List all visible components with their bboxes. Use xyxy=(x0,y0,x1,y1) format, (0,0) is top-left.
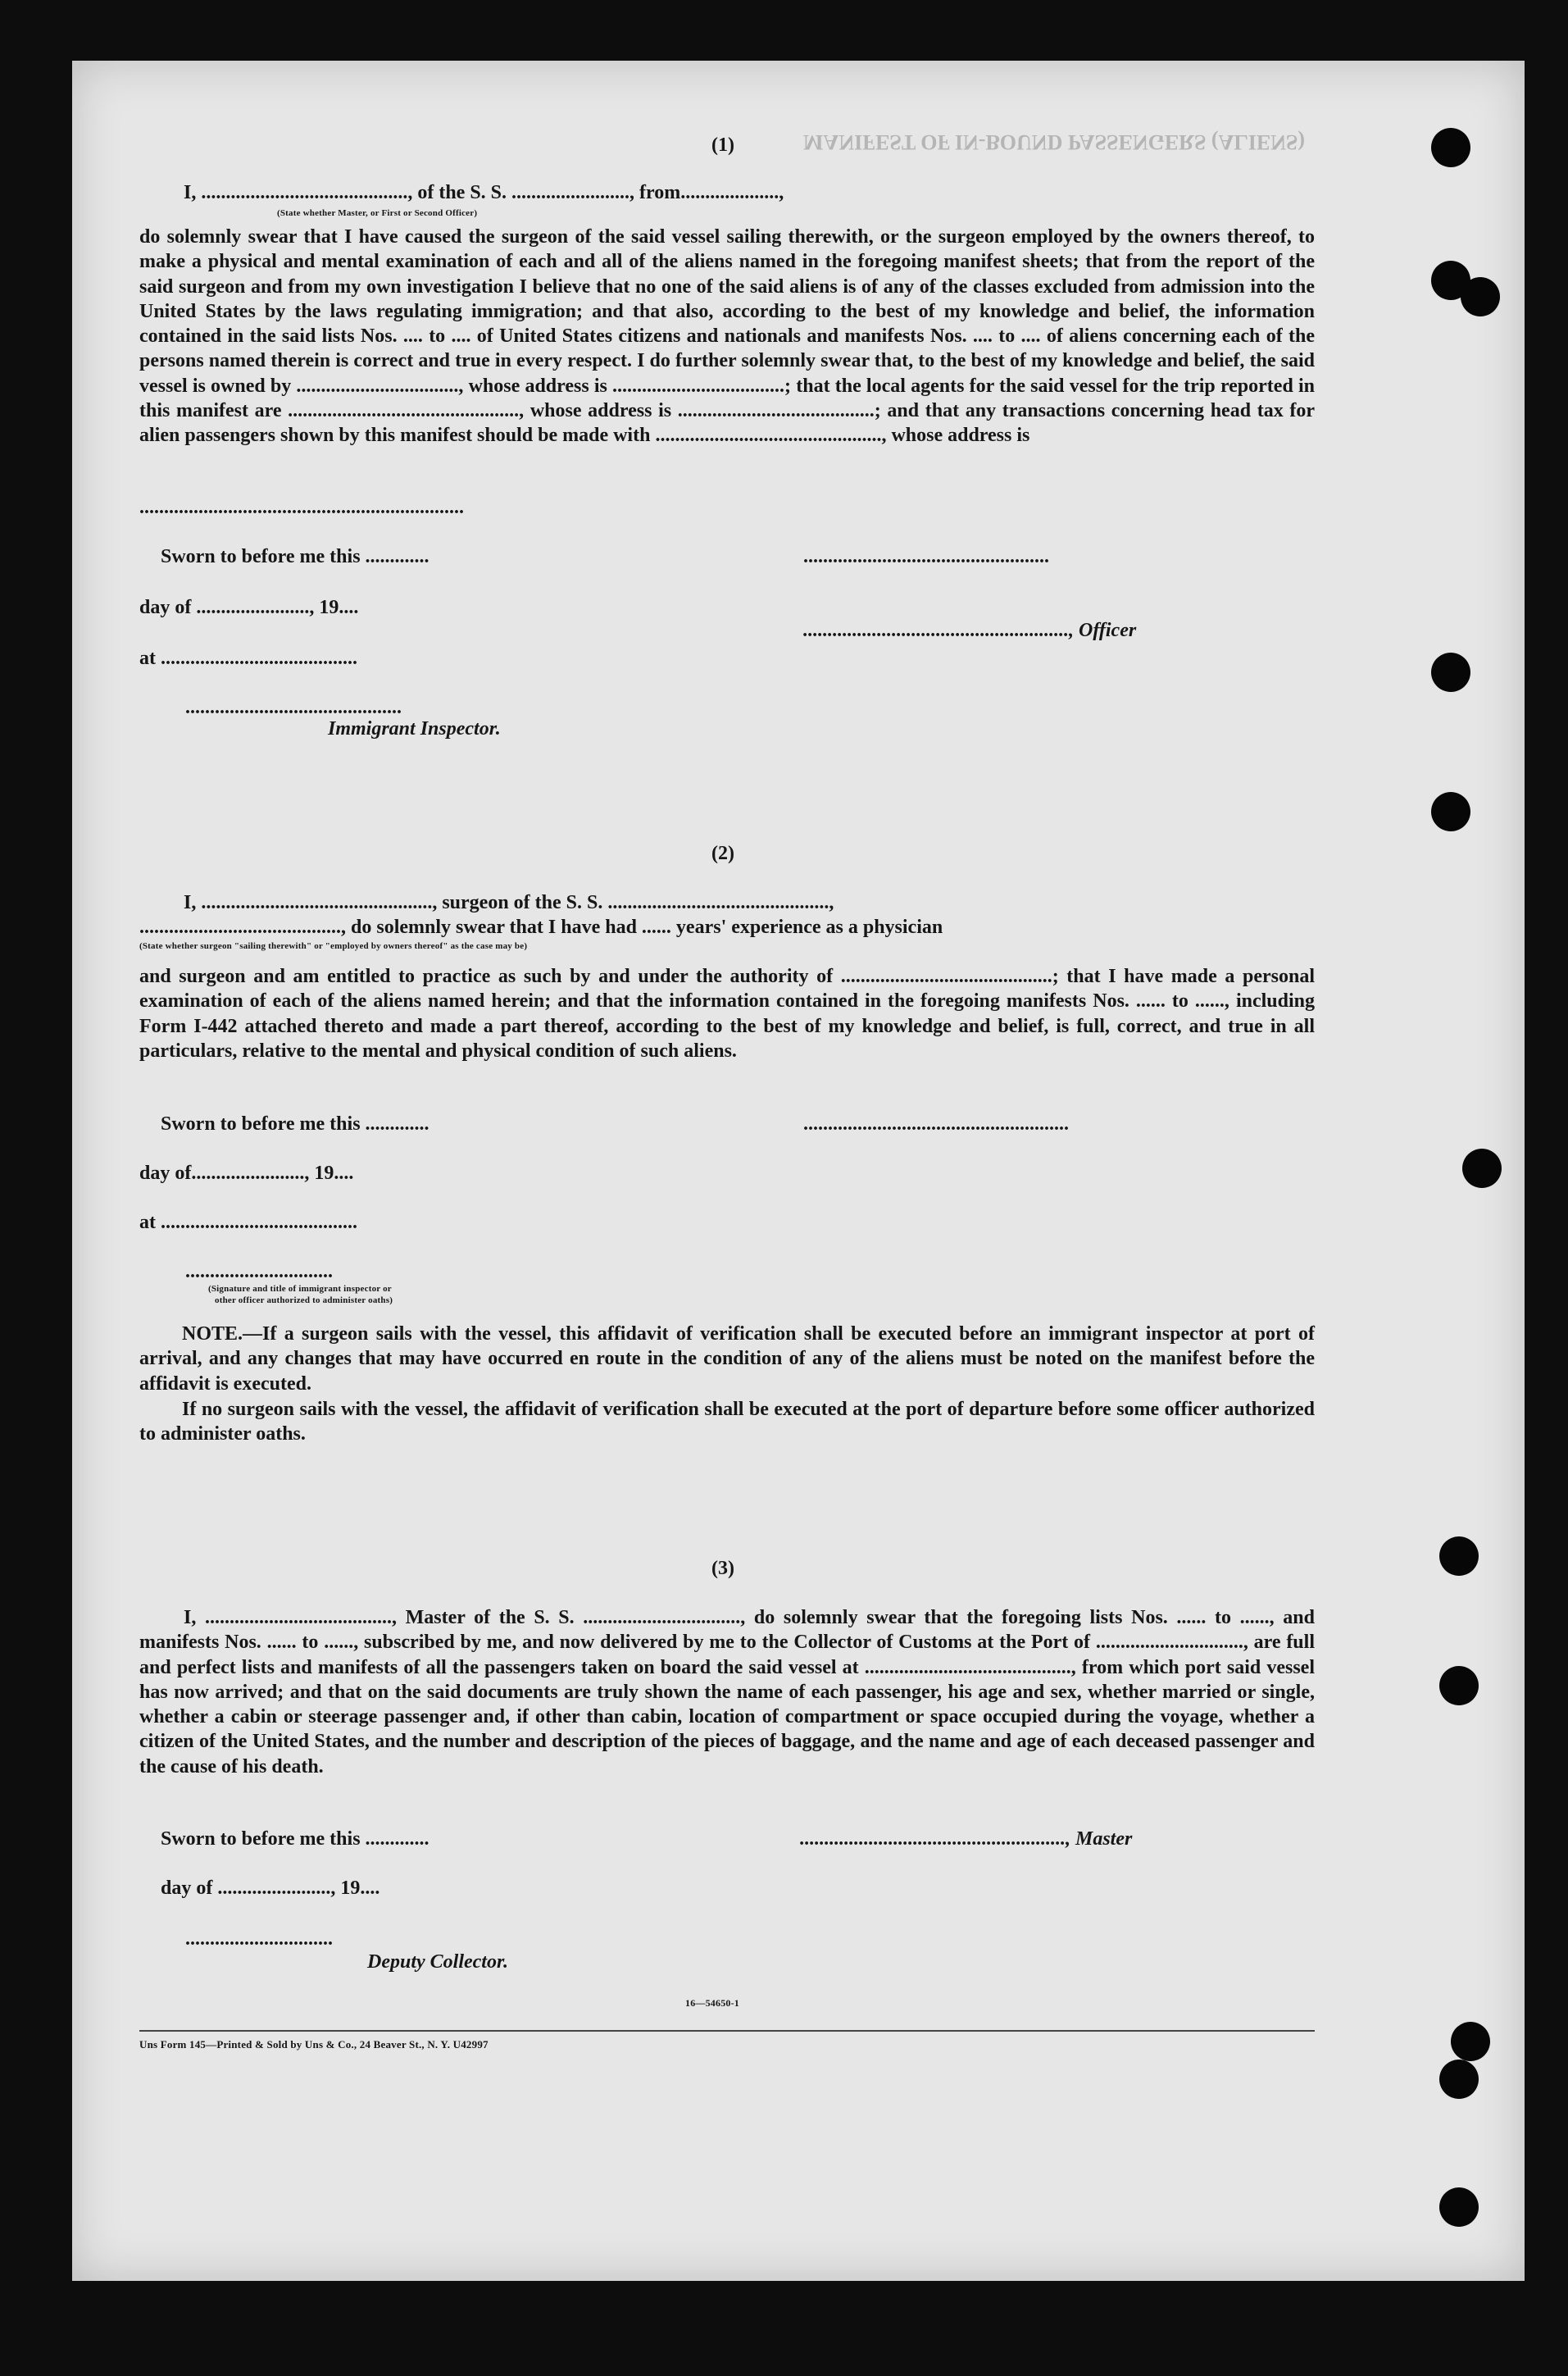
section-1-opening-line: I, .........................................., of the S. S. ........................, from...................., xyxy=(184,182,784,203)
section-1-officer-line: ......................................................, Officer xyxy=(803,620,1137,641)
section-1-signature-dots: ............................................ xyxy=(185,697,402,718)
footer-divider xyxy=(139,2030,1315,2032)
section-2-note: NOTE.—If a surgeon sails with the vessel, this affidavit of verification shall be executed before an immigrant inspector at port of arrival, and any changes that may have occurred en route in the condition of any of the aliens must be noted on the manifest before the affidavit is executed. xyxy=(139,1323,1315,1395)
binder-hole xyxy=(1439,1536,1479,1576)
section-1-sworn: Sworn to before me this ............. xyxy=(161,546,429,567)
binder-hole xyxy=(1451,2022,1490,2061)
section-1-paragraph: do solemnly swear that I have caused the surgeon of the said vessel sailing therewith, or the surgeon employed by the owners thereof, to make a physical and mental examination of each and all of the aliens named in the foregoing manifest sheets; that from the report of the said surgeon and from my own investigation I believe that no one of the said aliens is of any of the classes excluded from admission into the United States by the laws regulating immigration; and that also, according to the best of my knowledge and belief, the information contained in the said lists Nos. .... to .... of United States citizens and nationals and manifests Nos. .... to .... of aliens concerning each of the persons named therein is correct and true in every respect. I do further solemnly swear that, to the best of my knowledge and belief, the said vessel is owned by ................................., whose address is ...................................; that the local agents for the said vessel for the trip reported in this manifest are ..............................................., whose address is ........................................; and that any transactions concerning head tax for alien passengers shown by this manifest should be made with .............................................., whose address is xyxy=(139,226,1315,447)
section-2-at: at ........................................ xyxy=(139,1212,357,1233)
section-2-paragraph: and surgeon and am entitled to practice as such by and under the authority of ...........................................; that I have made a personal examination of each of the aliens named herein; and that the information contained in the foregoing manifests Nos. ...... to ......, including Form I-442 attached thereto and made a part thereof, according to the best of my knowledge and belief, is full, correct, and true in all particulars, relative to the mental and physical condition of such aliens. xyxy=(139,966,1315,1062)
binder-hole xyxy=(1431,792,1470,831)
form-code: 16—54650-1 xyxy=(685,1997,739,2009)
section-1-caption: (State whether Master, or First or Second Officer) xyxy=(277,208,478,218)
section-2-note: If no surgeon sails with the vessel, the affidavit of verification shall be executed at the port of departure before some officer authorized to administer oaths. xyxy=(139,1399,1315,1445)
section-2-second-line: ........................................., do solemnly swear that I have had ...... years' experience as a physician xyxy=(139,917,943,938)
section-2-officer-dots: ...................................................... xyxy=(803,1113,1069,1135)
bleed-through-header: MANIFEST OF IN-BOUND PASSENGERS (ALIENS) xyxy=(803,130,1306,154)
section-1-officer-dots: .................................................. xyxy=(803,546,1049,567)
section-2-opening-line: I, ..............................................., surgeon of the S. S. ............................................., xyxy=(184,892,834,913)
section-1-signature-label: Immigrant Inspector. xyxy=(328,718,501,740)
section-3-signature-dots: .............................. xyxy=(185,1928,333,1950)
binder-hole xyxy=(1462,1149,1502,1188)
section-2-day: day of......................., 19.... xyxy=(139,1163,354,1184)
section-2-number: (2) xyxy=(711,843,734,864)
section-3-master-line: ......................................................, Master xyxy=(800,1828,1133,1850)
section-2-caption: (State whether surgeon "sailing therewith" or "employed by owners thereof" as the case may be) xyxy=(139,941,528,951)
binder-hole xyxy=(1431,128,1470,167)
binder-hole xyxy=(1439,1666,1479,1705)
section-2-signature-caption: other officer authorized to administer oaths) xyxy=(215,1295,393,1305)
section-2-sworn: Sworn to before me this ............. xyxy=(161,1113,429,1135)
section-1-day: day of ......................., 19.... xyxy=(139,597,359,618)
section-1-at: at ........................................ xyxy=(139,648,357,669)
binder-hole xyxy=(1461,277,1500,316)
binder-hole xyxy=(1439,2060,1479,2099)
binder-hole xyxy=(1439,2187,1479,2227)
section-3-paragraph: I, ......................................, Master of the S. S. ................................, do solemnly swear that the foregoing lists Nos. ...... to ......, and manifests Nos. ...... to ......, subscribed by me, and now delivered by me to the Collector of Customs at the Port of .............................., are full and perfect lists and manifests of all the passengers taken on board the said vessel at .........................................., from which port said vessel has now arrived; and that on the said documents are truly shown the name of each passenger, his age and sex, whether married or single, whether a cabin or steerage passenger and, if other than cabin, location of compartment or space occupied during the voyage, whether a citizen of the United States, and the number and description of the pieces of baggage, and the name and age of each deceased passenger and the cause of his death. xyxy=(139,1607,1315,1777)
printer-imprint: Uns Form 145—Printed & Sold by Uns & Co., 24 Beaver St., N. Y. U42997 xyxy=(139,2038,489,2051)
section-1-address-dots: .................................................................. xyxy=(139,497,464,518)
section-3-number: (3) xyxy=(711,1558,734,1579)
section-1-number: (1) xyxy=(711,134,734,156)
binder-hole xyxy=(1431,653,1470,692)
section-3-signature-label: Deputy Collector. xyxy=(367,1951,508,1973)
section-3-day: day of ......................., 19.... xyxy=(161,1878,380,1899)
section-3-sworn: Sworn to before me this ............. xyxy=(161,1828,429,1850)
section-2-signature-dots: .............................. xyxy=(185,1261,333,1282)
section-2-signature-caption: (Signature and title of immigrant inspector or xyxy=(208,1284,392,1294)
